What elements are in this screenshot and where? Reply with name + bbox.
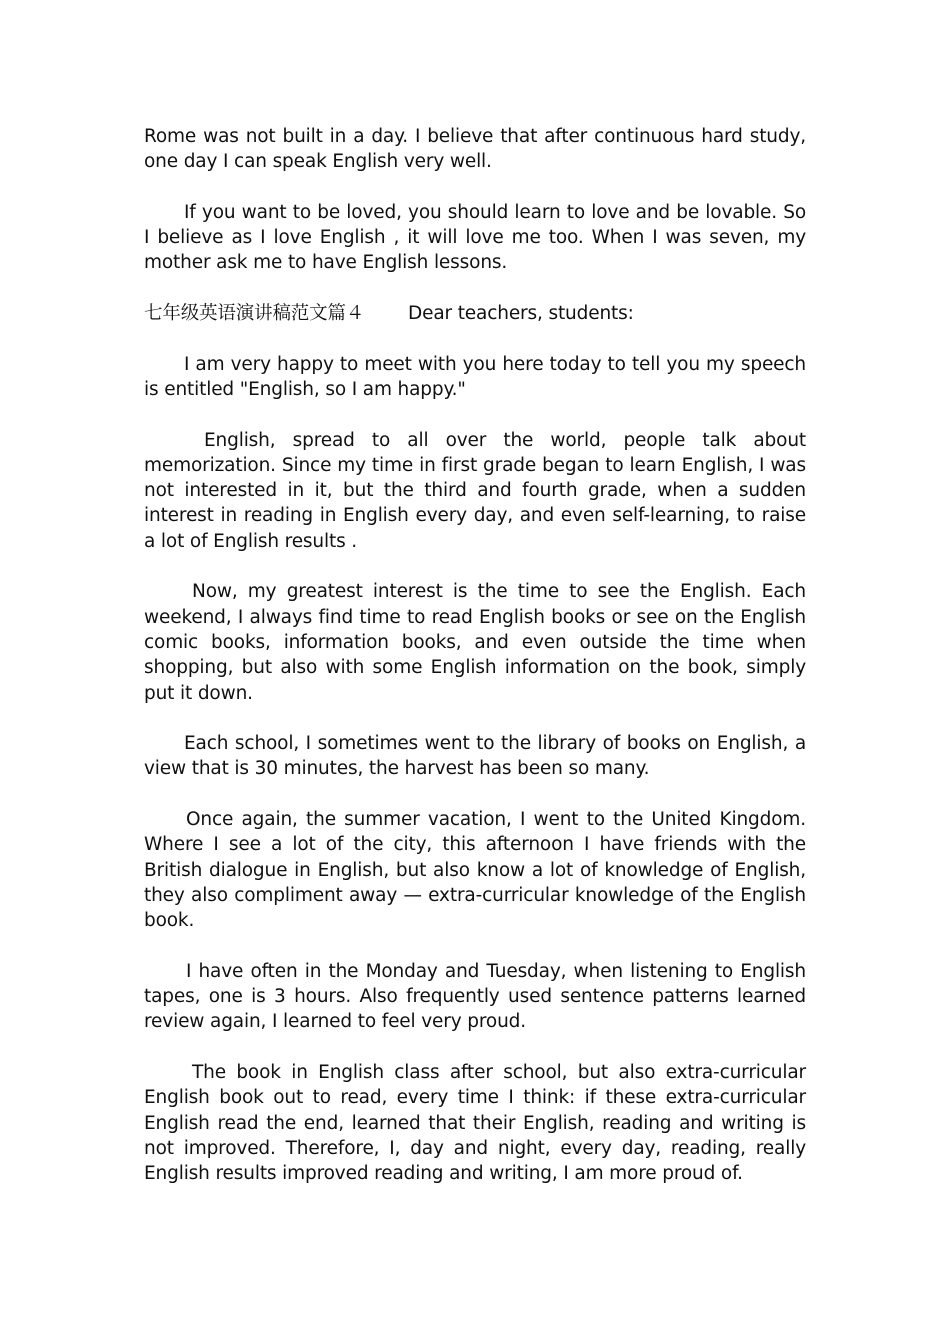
heading-title: 七年级英语演讲稿范文篇４ — [144, 303, 365, 325]
section-heading — [144, 301, 806, 326]
paragraph-listening-tapes: I have often in the Monday and Tuesday, when listening to English tapes, one is 3 hours. Also frequently used sentence patterns learned review again, I learned to feel very proud. — [144, 960, 806, 1033]
heading-greeting: Dear teachers, students: — [408, 303, 634, 325]
document-body — [144, 124, 806, 1212]
paragraph-loved: If you want to be loved, you should learn to love and be lovable. So I believe as I love English , it will love me too. When I was seven, my mother ask me to have English lessons. — [144, 201, 806, 274]
paragraph-book-class: The book in English class after school, but also extra-curricular English book out to read, every time I think: if these extra-curricular English read the end, learned that their English, reading and writing is not improved. Therefore, I, day and night, every day, reading, really English results improved reading and writing, I am more proud of. — [144, 1061, 806, 1185]
paragraph-greatest-interest: Now, my greatest interest is the time to see the English. Each weekend, I always find time to read English books or see on the English comic books, information books, and even outside the time when shopping, but also with some English information on the book, simply put it down. — [144, 581, 806, 704]
paragraph-library: Each school, I sometimes went to the library of books on English, a view that is 30 minutes, the harvest has been so many. — [144, 733, 806, 780]
paragraph-rome: Rome was not built in a day. I believe that after continuous hard study, one day I can speak English very well. — [144, 126, 806, 173]
paragraph-english-spread: English, spread to all over the world, people talk about memorization. Since my time in first grade began to learn English, I was not interested in it, but the third and fourth grade, when a sudden interest in reading in English every day, and even self-learning, to raise a lot of English results . — [144, 429, 806, 552]
paragraph-speech-intro: I am very happy to meet with you here today to tell you my speech is entitled "English, so I am happy." — [144, 353, 806, 400]
paragraph-summer-vacation: Once again, the summer vacation, I went to the United Kingdom. Where I see a lot of the city, this afternoon I have friends with the British dialogue in English, but also know a lot of knowledge of English, they also compliment away — extra-curricular knowledge of the English book. — [144, 809, 806, 932]
